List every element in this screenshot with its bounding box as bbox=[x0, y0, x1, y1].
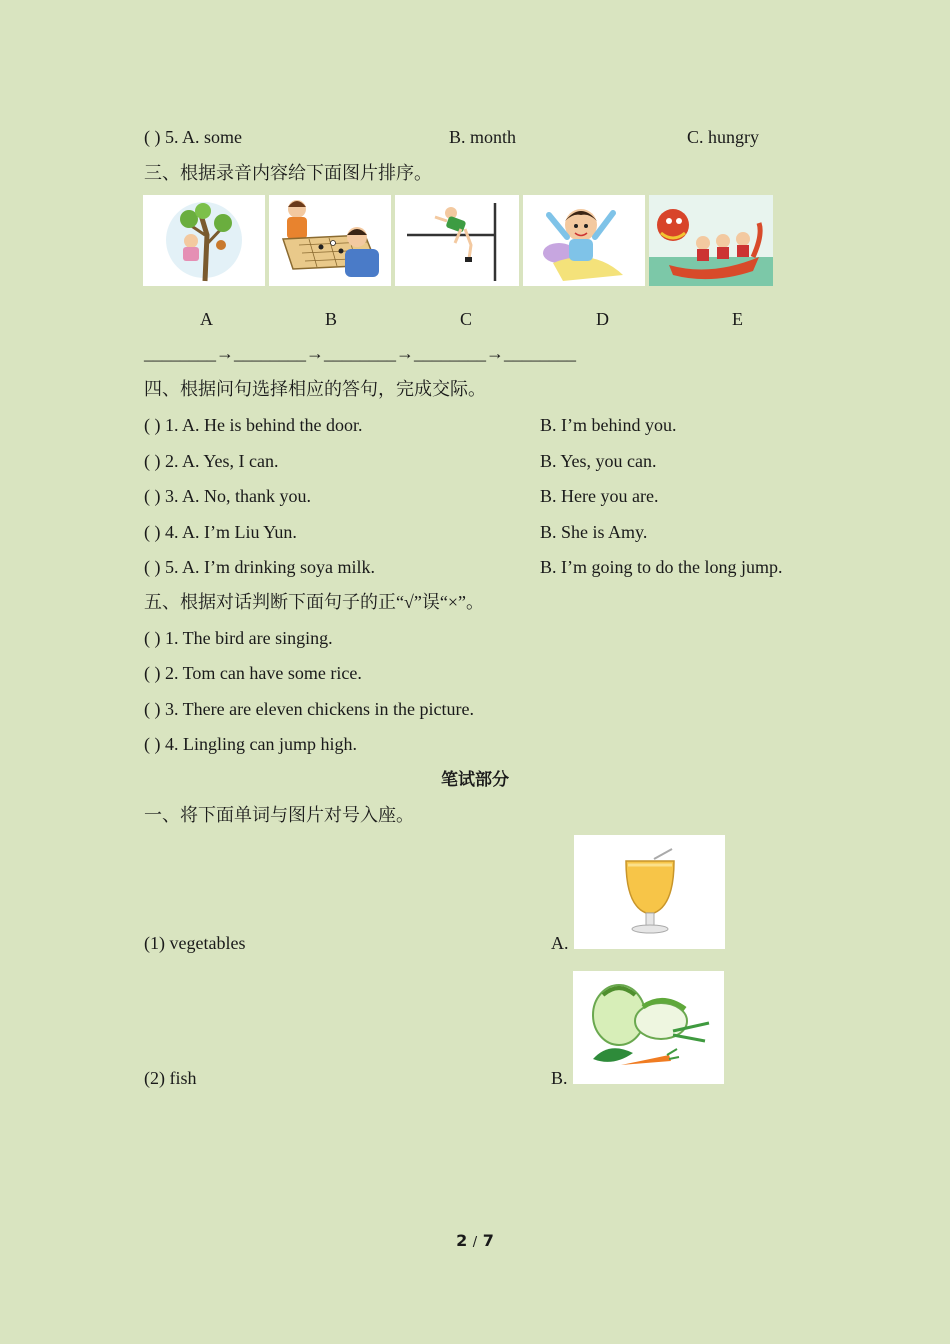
section-4-title: 四、根据问句选择相应的答句，完成交际。 bbox=[144, 379, 486, 399]
picture-label-e: E bbox=[732, 309, 743, 329]
ordering-answer-blanks: ________→________→________→________→________ bbox=[144, 343, 576, 363]
page-separator: / bbox=[472, 1235, 478, 1250]
sec4-question-2-a: ( ) 2. A. Yes, I can. bbox=[144, 451, 279, 471]
picture-e-dragon-boat bbox=[649, 195, 773, 286]
written-section-1-title: 一、将下面单词与图片对号入座。 bbox=[144, 805, 414, 825]
match-label-a: A. bbox=[551, 933, 569, 953]
picture-d-boy-waking-up bbox=[523, 195, 645, 286]
match-label-b: B. bbox=[551, 1068, 568, 1088]
sec4-question-2-b: B. Yes, you can. bbox=[540, 451, 657, 471]
picture-juice-glass bbox=[574, 835, 725, 949]
page-current: 2 bbox=[456, 1231, 468, 1250]
sec5-statement-2: ( ) 2. Tom can have some rice. bbox=[144, 663, 362, 683]
sec4-question-4-b: B. She is Amy. bbox=[540, 522, 648, 542]
sec4-question-1-b: B. I’m behind you. bbox=[540, 415, 677, 435]
sec4-question-3-b: B. Here you are. bbox=[540, 486, 659, 506]
page-total: 7 bbox=[482, 1231, 494, 1250]
picture-c-high-jump bbox=[395, 195, 519, 286]
prev-question-5-option-c: C. hungry bbox=[687, 127, 759, 147]
picture-a-girl-in-tree bbox=[143, 195, 265, 286]
section-5-title: 五、根据对话判断下面句子的正“√”误“×”。 bbox=[144, 592, 484, 612]
prev-question-5: ( ) 5. A. some bbox=[144, 127, 242, 147]
sec5-statement-1: ( ) 1. The bird are singing. bbox=[144, 628, 333, 648]
picture-label-b: B bbox=[325, 309, 338, 329]
sec5-statement-3: ( ) 3. There are eleven chickens in the picture. bbox=[144, 699, 475, 719]
sec4-question-4-a: ( ) 4. A. I’m Liu Yun. bbox=[144, 522, 297, 542]
sec4-question-3-a: ( ) 3. A. No, thank you. bbox=[144, 486, 311, 506]
sec4-question-5-a: ( ) 5. A. I’m drinking soya milk. bbox=[144, 557, 375, 577]
sec5-statement-4: ( ) 4. Lingling can jump high. bbox=[144, 734, 357, 754]
picture-vegetables bbox=[573, 971, 724, 1084]
sec4-question-1-a: ( ) 1. A. He is behind the door. bbox=[144, 415, 363, 435]
picture-b-playing-chess bbox=[269, 195, 391, 286]
page-number bbox=[0, 1229, 950, 1255]
written-part-heading: 笔试部分 bbox=[441, 770, 509, 790]
sec4-question-5-b: B. I’m going to do the long jump. bbox=[540, 557, 783, 577]
match-word-2: (2) fish bbox=[144, 1068, 197, 1088]
section-3-title: 三、根据录音内容给下面图片排序。 bbox=[144, 163, 432, 183]
picture-label-d: D bbox=[596, 309, 609, 329]
picture-label-c: C bbox=[460, 309, 473, 329]
prev-question-5-option-b: B. month bbox=[449, 127, 517, 147]
picture-label-a: A bbox=[200, 309, 213, 329]
match-word-1: (1) vegetables bbox=[144, 933, 246, 953]
